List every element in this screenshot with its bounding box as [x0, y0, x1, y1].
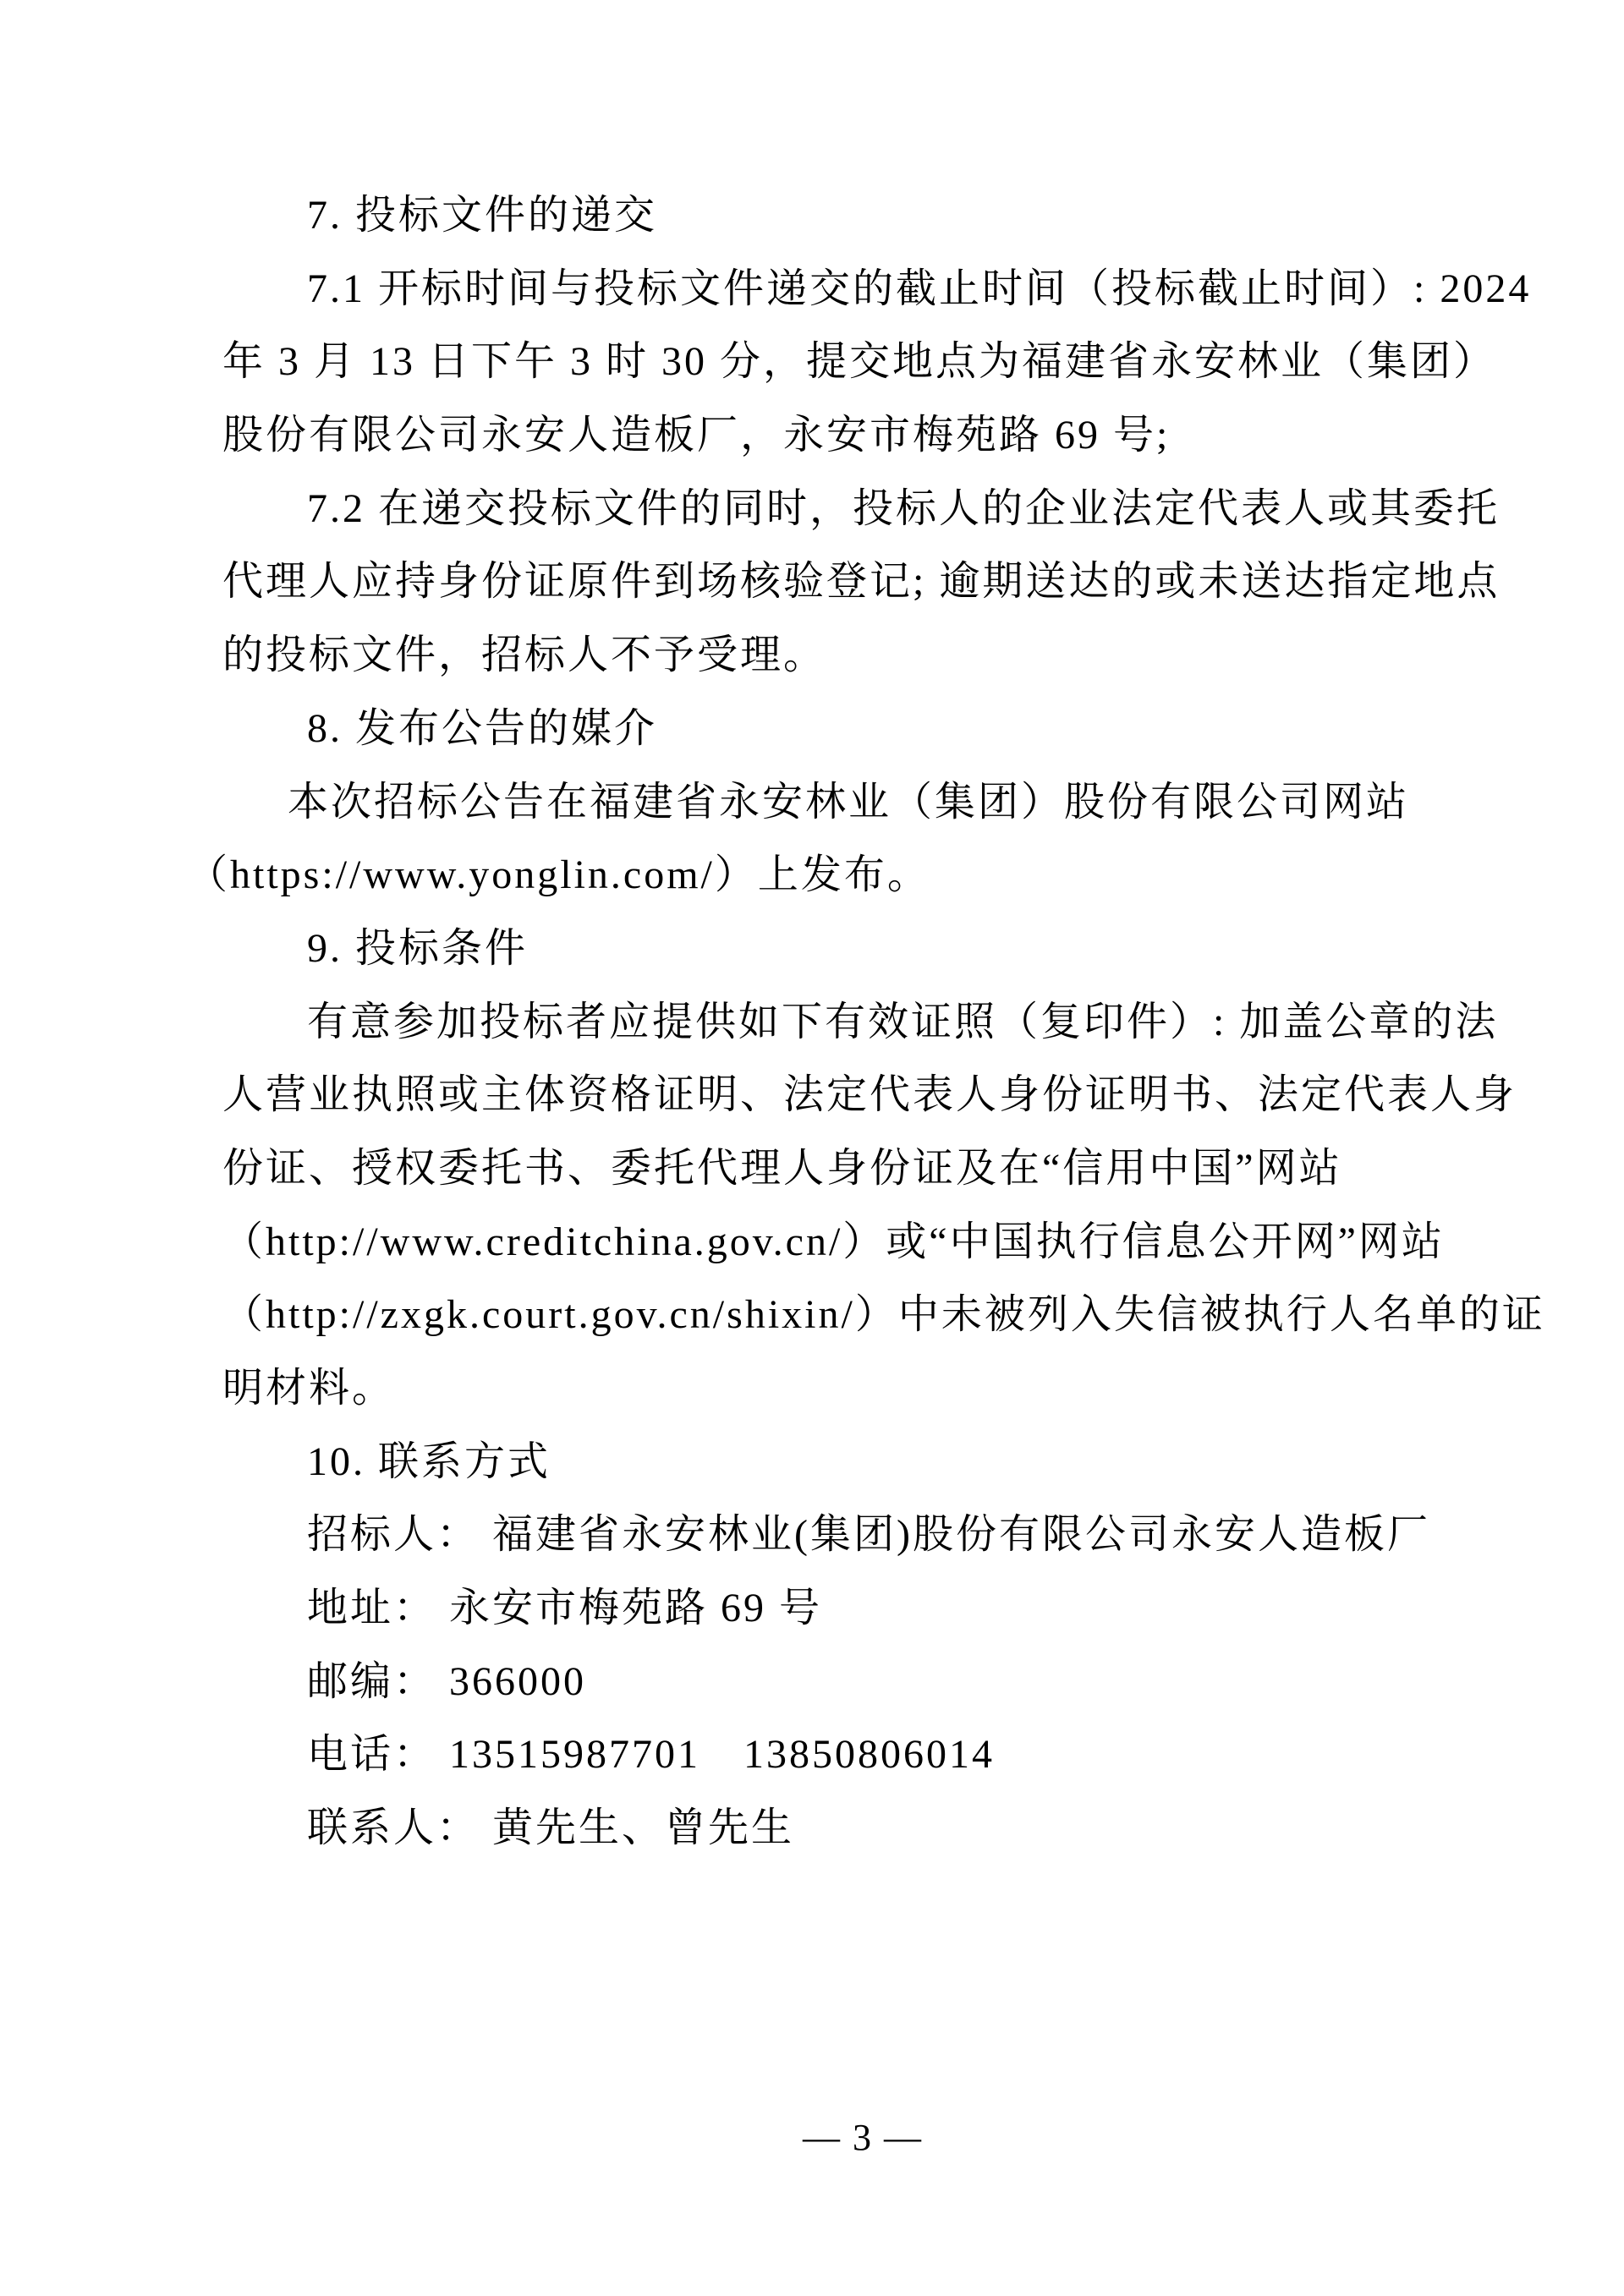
section-9-line-5-url: （http://zxgk.court.gov.cn/shixin/）中未被列入失信被执行人名单的证: [222, 1292, 1545, 1338]
clause-7-1-line-3: 股份有限公司永安人造板厂，永安市梅苑路 69 号;: [222, 413, 1171, 458]
contact-address-line: 地址： 永安市梅苑路 69 号: [307, 1586, 823, 1631]
page-number: — 3 —: [803, 2117, 923, 2158]
section-8-line-2-url: （https://www.yonglin.com/）上发布。: [187, 852, 930, 898]
clause-7-1-line-1: 7.1 开标时间与投标文件递交的截止时间（投标截止时间）: 2024: [307, 266, 1532, 311]
section-9-heading: 9. 投标条件: [307, 925, 529, 971]
section-8-line-1: 本次招标公告在福建省永安林业（集团）股份有限公司网站: [288, 779, 1410, 825]
section-9-line-6: 明材料。: [222, 1366, 396, 1411]
clause-7-2-line-2: 代理人应持身份证原件到场核验登记; 逾期送达的或未送达指定地点: [222, 559, 1501, 605]
section-9-line-3: 份证、授权委托书、委托代理人身份证及在“信用中国”网站: [222, 1145, 1342, 1191]
clause-7-2-line-3: 的投标文件，招标人不予受理。: [222, 633, 827, 678]
section-9-line-1: 有意参加投标者应提供如下有效证照（复印件）: 加盖公章的法: [307, 999, 1499, 1044]
contact-postcode-line: 邮编： 366000: [307, 1658, 587, 1704]
document-body: [187, 179, 1545, 1866]
contact-person-line: 联系人： 黄先生、曾先生: [307, 1806, 795, 1851]
contact-phone-line: 电话： 13515987701 13850806014: [307, 1732, 996, 1778]
section-9-line-4-url: （http://www.creditchina.gov.cn/）或“中国执行信息公开网”网站: [222, 1219, 1445, 1264]
section-8-heading: 8. 发布公告的媒介: [307, 705, 658, 751]
contact-tenderer-line: 招标人： 福建省永安林业(集团)股份有限公司永安人造板厂: [307, 1512, 1430, 1558]
clause-7-1-line-2: 年 3 月 13 日下午 3 时 30 分，提交地点为福建省永安林业（集团）: [222, 339, 1497, 385]
section-9-line-2: 人营业执照或主体资格证明、法定代表人身份证明书、法定代表人身: [222, 1072, 1517, 1118]
clause-7-2-line-1: 7.2 在递交投标文件的同时，投标人的企业法定代表人或其委托: [307, 485, 1501, 531]
section-10-heading: 10. 联系方式: [307, 1438, 551, 1484]
section-7-heading: 7. 投标文件的递交: [307, 193, 658, 238]
